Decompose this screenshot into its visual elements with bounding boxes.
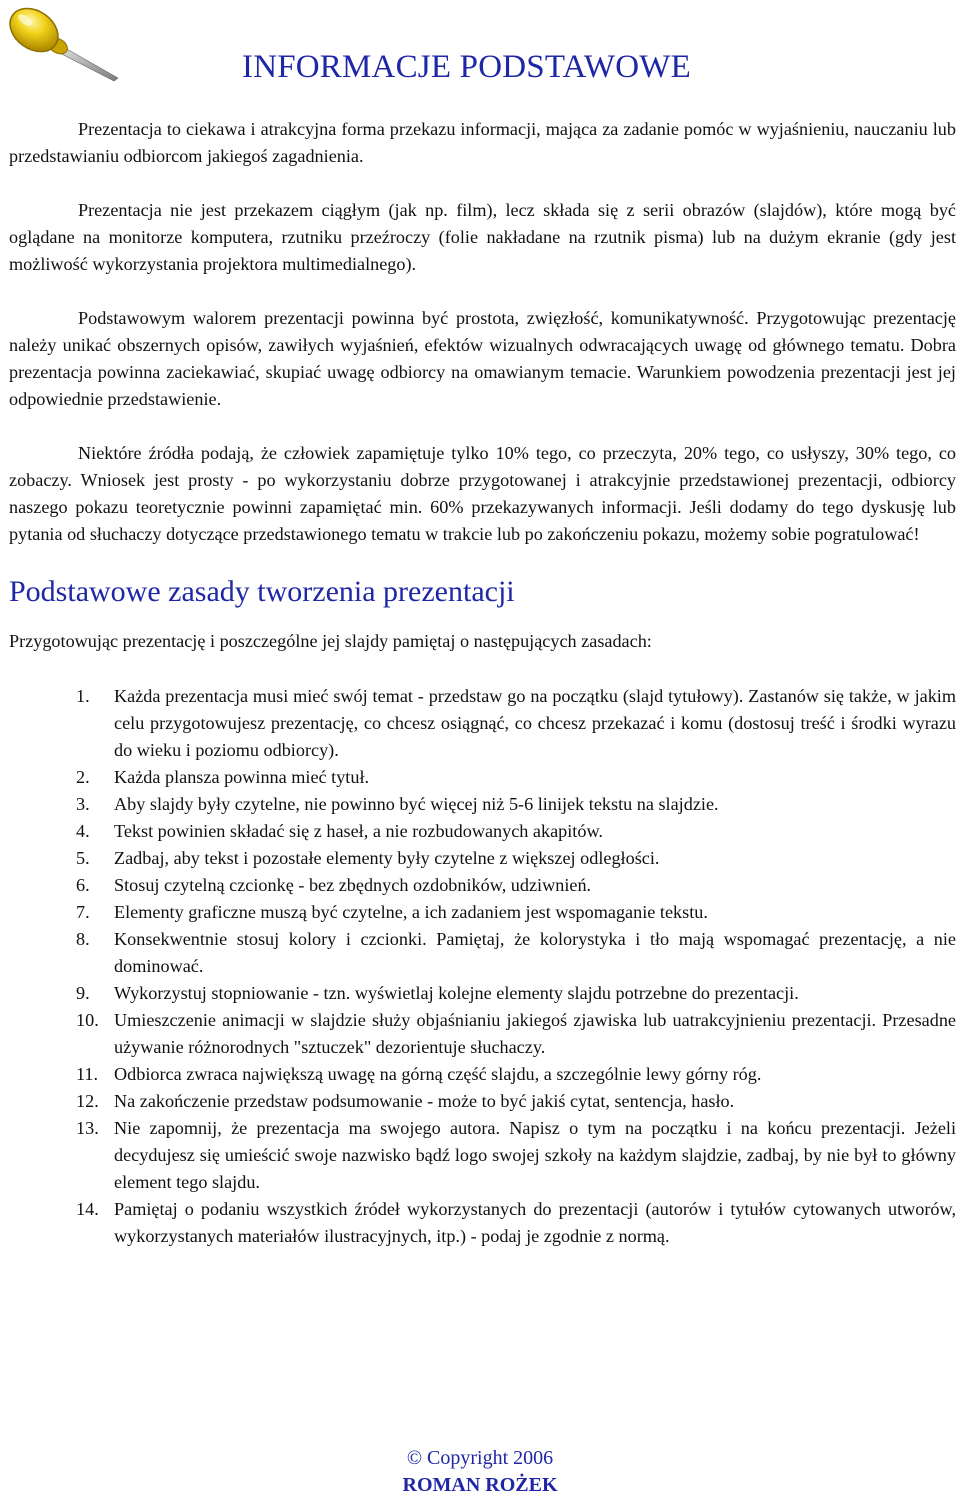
pushpin-icon	[0, 0, 125, 85]
list-item-number: 1.	[76, 686, 90, 706]
list-item	[9, 683, 956, 764]
rules-list	[9, 683, 956, 1250]
copyright-text: © Copyright 2006	[406, 1447, 554, 1469]
list-item	[9, 1196, 956, 1250]
list-item	[9, 899, 956, 926]
list-item-number: 8.	[76, 929, 90, 949]
list-item	[9, 980, 956, 1007]
list-item-number: 13.	[76, 1118, 99, 1138]
list-item-text: Umieszczenie animacji w slajdzie służy objaśnianiu jakiegoś zjawiska lub uatrakcyjnieniu prezentacji. Przesadne używanie różnorodnych "sztuczek" dezorientuje słuchaczy.	[114, 1010, 956, 1057]
list-item-number: 6.	[76, 875, 90, 895]
list-item	[9, 1088, 956, 1115]
list-item-number: 7.	[76, 902, 90, 922]
list-item-text: Aby slajdy były czytelne, nie powinno być więcej niż 5-6 linijek tekstu na slajdzie.	[114, 794, 719, 814]
list-item	[9, 764, 956, 791]
list-item-text: Każda plansza powinna mieć tytuł.	[114, 767, 370, 787]
list-item-text: Odbiorca zwraca największą uwagę na górną część slajdu, a szczególnie lewy górny róg.	[114, 1064, 762, 1084]
page-title: INFORMACJE PODSTAWOWE	[242, 49, 692, 85]
list-item	[9, 791, 956, 818]
list-item-text: Zadbaj, aby tekst i pozostałe elementy były czytelne z większej odległości.	[114, 848, 660, 868]
list-item	[9, 845, 956, 872]
list-item-number: 10.	[76, 1010, 99, 1030]
list-item-number: 14.	[76, 1199, 99, 1219]
list-item-text: Pamiętaj o podaniu wszystkich źródeł wykorzystanych do prezentacji (autorów i tytułów cytowanych utworów, wykorzystanych materiałów ilustracyjnych, itp.) - podaj je zgodnie z normą.	[114, 1199, 956, 1246]
list-item-text: Konsekwentnie stosuj kolory i czcionki. Pamiętaj, że kolorystyka i tło mają wspomagać prezentację, a nie dominować.	[114, 929, 956, 976]
section-lead: Przygotowując prezentację i poszczególne jej slajdy pamiętaj o następujących zasadach:	[9, 631, 652, 651]
list-item	[9, 1061, 956, 1088]
list-item-number: 11.	[76, 1064, 99, 1084]
list-item-text: Tekst powinien składać się z haseł, a nie rozbudowanych akapitów.	[114, 821, 603, 841]
list-item-number: 2.	[76, 767, 90, 787]
list-item-text: Elementy graficzne muszą być czytelne, a ich zadaniem jest wspomaganie tekstu.	[114, 902, 708, 922]
list-item	[9, 926, 956, 980]
list-item-text: Nie zapomnij, że prezentacja ma swojego autora. Napisz o tym na początku i na końcu prezentacji. Jeżeli decydujesz się umieścić swoje nazwisko bądź logo swojej szkoły na każdym slajdzie, zadbaj, by nie był to główny element tego slajdu.	[114, 1118, 956, 1192]
list-item	[9, 872, 956, 899]
document-body	[9, 116, 956, 1250]
intro-paragraph-2: Prezentacja nie jest przekazem ciągłym (jak np. film), lecz składa się z serii obrazów (slajdów), które mogą być oglądane na monitorze komputera, rzutniku przeźroczy (folie nakładane na rzutnik pisma) lub na dużym ekranie (gdy jest możliwość wykorzystania projektora multimedialnego).	[9, 200, 956, 274]
section-heading: Podstawowe zasady tworzenia prezentacji	[9, 575, 515, 608]
list-item-number: 3.	[76, 794, 90, 814]
intro-paragraph-3: Podstawowym walorem prezentacji powinna być prostota, zwięzłość, komunikatywność. Przygotowując prezentację należy unikać obszernych opisów, zawiłych wyjaśnień, efektów wizualnych odwracających uwagę od głównego tematu. Dobra prezentacja powinna zaciekawiać, skupiać uwagę odbiorcy na omawianym temacie. Warunkiem powodzenia prezentacji jest jej odpowiednie przedstawienie.	[9, 308, 956, 409]
list-item-text: Na zakończenie przedstaw podsumowanie - może to być jakiś cytat, sentencja, hasło.	[114, 1091, 735, 1111]
list-item	[9, 1007, 956, 1061]
list-item-text: Stosuj czytelną czcionkę - bez zbędnych ozdobników, udziwnień.	[114, 875, 592, 895]
list-item-number: 4.	[76, 821, 90, 841]
intro-paragraph-4: Niektóre źródła podają, że człowiek zapamiętuje tylko 10% tego, co przeczyta, 20% tego, co usłyszy, 30% tego, co zobaczy. Wniosek jest prosty - po wykorzystaniu dobrze przygotowanej i atrakcyjnie przedstawionej prezentacji, odbiorcy naszego pokazu teoretycznie powinni zapamiętać min. 60% przekazywanych informacji. Jeśli dodamy do tego dyskusję lub pytania od słuchaczy dotyczące przedstawionego tematu w trakcie lub po zakończeniu pokazu, możemy sobie pogratulować!	[9, 443, 956, 544]
list-item-number: 5.	[76, 848, 90, 868]
intro-paragraph-1: Prezentacja to ciekawa i atrakcyjna forma przekazu informacji, mająca za zadanie pomóc w wyjaśnieniu, nauczaniu lub przedstawianiu odbiorcom jakiegoś zagadnienia.	[9, 119, 956, 166]
list-item-text: Każda prezentacja musi mieć swój temat - przedstaw go na początku (slajd tytułowy). Zastanów się także, w jakim celu przygotowujesz prezentację, co chcesz osiągnąć, co chcesz przekazać i komu (dostosuj treść i środki wyrazu do wieku i poziomu odbiorcy).	[114, 686, 956, 760]
list-item-number: 12.	[76, 1091, 99, 1111]
list-item-number: 9.	[76, 983, 90, 1003]
list-item	[9, 818, 956, 845]
list-item-text: Wykorzystuj stopniowanie - tzn. wyświetlaj kolejne elementy slajdu potrzebne do prezentacji.	[114, 983, 799, 1003]
list-item	[9, 1115, 956, 1196]
author-name: ROMAN ROŻEK	[402, 1474, 558, 1496]
